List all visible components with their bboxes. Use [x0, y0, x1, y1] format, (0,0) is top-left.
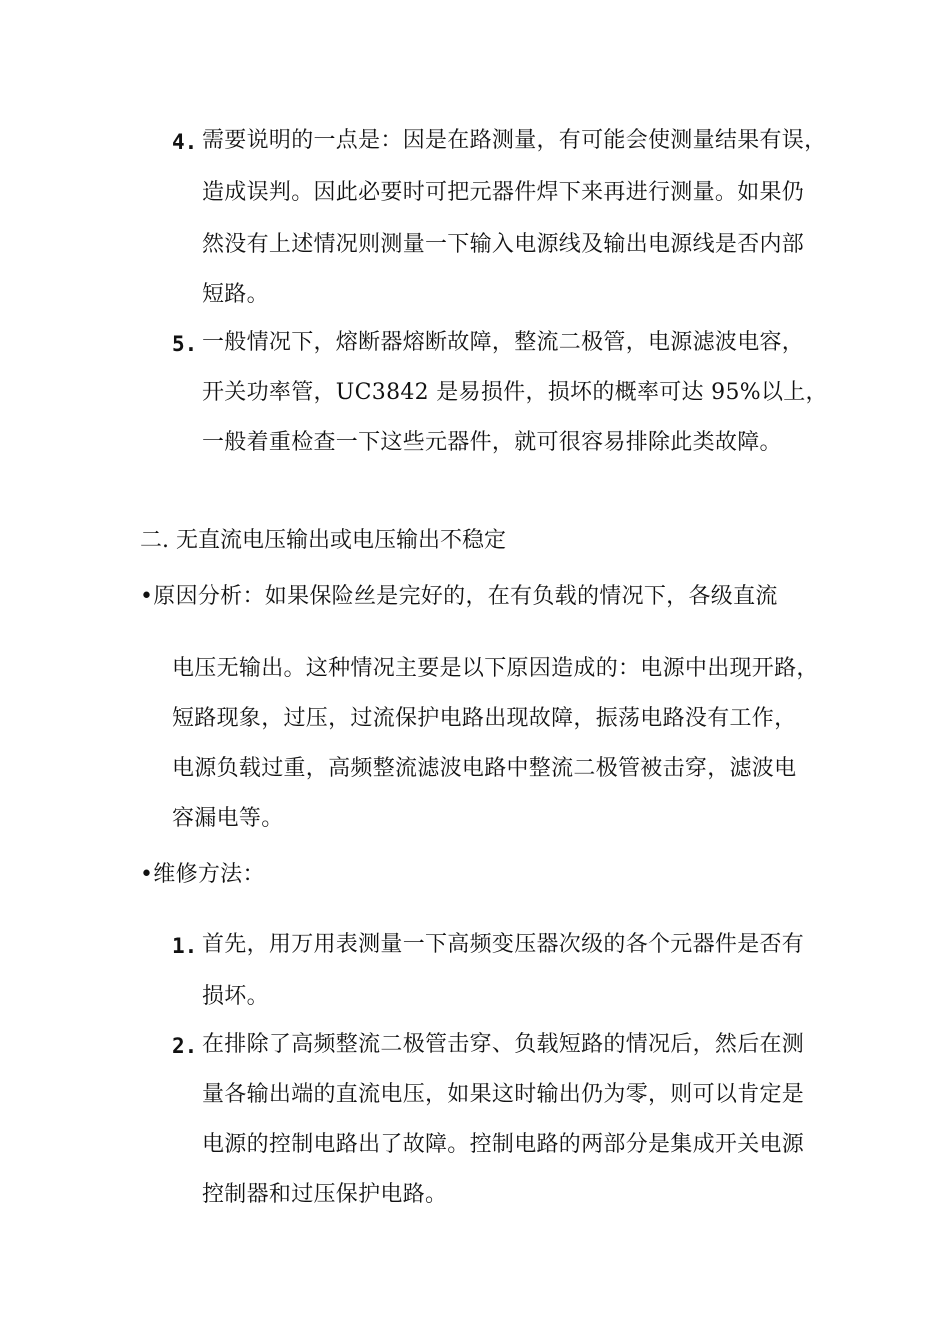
cause-analysis-line-4: 电源负载过重，高频整流滤波电路中整流二极管被击穿，滤波电	[172, 756, 797, 781]
cause-analysis-line-2: 电压无输出。这种情况主要是以下原因造成的：电源中出现开路，	[172, 656, 819, 681]
cause-analysis-line-3: 短路现象，过压，过流保护电路出现故障，振荡电路没有工作，	[172, 706, 797, 731]
repair-method-heading: •维修方法：	[140, 862, 265, 887]
method-2-line-1: 在排除了高频整流二极管击穿、负载短路的情况后，然后在测	[202, 1032, 805, 1057]
method-2-line-3: 电源的控制电路出了故障。控制电路的两部分是集成开关电源	[202, 1132, 805, 1157]
list-item-4-line-2: 造成误判。因此必要时可把元器件焊下来再进行测量。如果仍	[202, 180, 805, 205]
method-number-1: 1.	[172, 934, 198, 958]
method-1-line-2: 损坏。	[202, 984, 269, 1009]
list-number-5: 5.	[172, 332, 198, 356]
list-number-4: 4.	[172, 130, 198, 154]
list-item-5-line-3: 一般着重检查一下这些元器件，就可很容易排除此类故障。	[202, 430, 782, 455]
list-item-4-line-4: 短路。	[202, 282, 269, 307]
method-number-2: 2.	[172, 1034, 198, 1058]
list-item-5-line-1: 一般情况下，熔断器熔断故障，整流二极管，电源滤波电容，	[202, 330, 805, 355]
method-1-line-1: 首先，用万用表测量一下高频变压器次级的各个元器件是否有	[202, 932, 805, 957]
cause-analysis-line-5: 容漏电等。	[172, 806, 284, 831]
method-2-line-4: 控制器和过压保护电路。	[202, 1182, 448, 1207]
list-item-4-line-3: 然没有上述情况则测量一下输入电源线及输出电源线是否内部	[202, 232, 805, 257]
list-item-5-line-2: 开关功率管，UC3842 是易损件，损坏的概率可达 95%以上，	[202, 380, 828, 405]
cause-analysis-first-line: •原因分析：如果保险丝是完好的，在有负载的情况下，各级直流	[140, 584, 778, 609]
section-2-heading: 二. 无直流电压输出或电压输出不稳定	[140, 528, 506, 553]
list-item-4-line-1: 需要说明的一点是：因是在路测量，有可能会使测量结果有误，	[202, 128, 827, 153]
method-2-line-2: 量各输出端的直流电压，如果这时输出仍为零，则可以肯定是	[202, 1082, 805, 1107]
